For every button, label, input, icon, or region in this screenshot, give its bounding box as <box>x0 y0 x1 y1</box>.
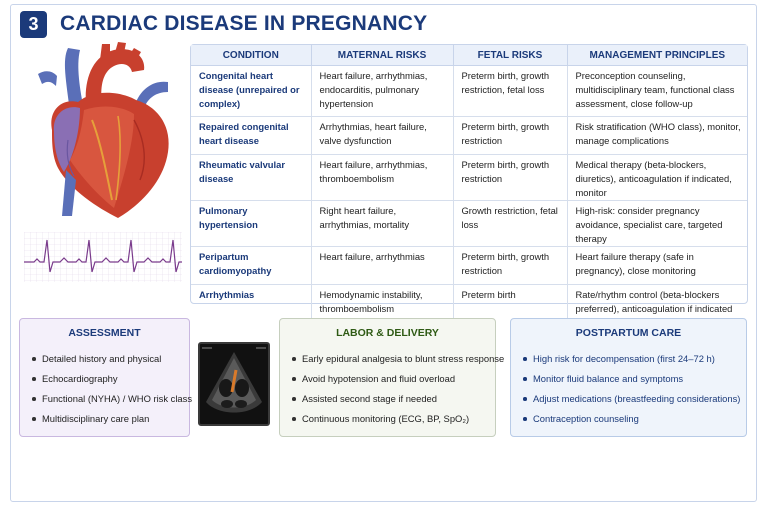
maternal-risks-cell: Heart failure, arrhythmias, thromboembolism <box>311 155 453 201</box>
assessment-title: ASSESSMENT <box>68 327 141 339</box>
management-cell: Medical therapy (beta-blockers, diuretics), anticoagulation if indicated, monitor <box>567 155 747 201</box>
table-row <box>191 117 747 155</box>
condition-cell: Arrhythmias <box>191 285 311 324</box>
header-fetal-risks: FETAL RISKS <box>453 45 567 66</box>
fetal-risks-cell: Preterm birth, growth restriction <box>453 247 567 285</box>
labor-delivery-panel <box>279 318 505 437</box>
management-cell: Heart failure therapy (safe in pregnancy), close monitoring <box>567 247 747 285</box>
section-number-badge: 3 <box>20 11 47 38</box>
header-condition: CONDITION <box>191 45 311 66</box>
list-item: Detailed history and physical <box>32 349 189 369</box>
list-item: Avoid hypotension and fluid overload <box>292 369 495 389</box>
condition-cell: Repaired congenital heart disease <box>191 117 311 155</box>
maternal-risks-cell: Heart failure, arrhythmias, endocarditis, pulmonary hypertension <box>311 66 453 117</box>
list-item: Assisted second stage if needed <box>292 389 495 409</box>
conditions-table <box>190 44 748 314</box>
header-maternal-risks: MATERNAL RISKS <box>311 45 453 66</box>
table-row <box>191 155 747 201</box>
heart-illustration <box>22 40 187 225</box>
maternal-risks-cell: Heart failure, arrhythmias <box>311 247 453 285</box>
list-item: Echocardiography <box>32 369 189 389</box>
list-item: Continuous monitoring (ECG, BP, SpO₂) <box>292 409 495 429</box>
management-cell: Risk stratification (WHO class), monitor, manage complications <box>567 117 747 155</box>
page-title: CARDIAC DISEASE IN PREGNANCY <box>60 12 428 35</box>
maternal-risks-cell: Arrhythmias, heart failure, valve dysfunction <box>311 117 453 155</box>
ecg-trace-icon <box>24 232 182 282</box>
echocardiogram-image <box>198 342 270 426</box>
management-cell: Preconception counseling, multidisciplinary team, functional class assessment, close follow-up <box>567 66 747 117</box>
management-cell: High-risk: consider pregnancy avoidance, specialist care, targeted therapy <box>567 201 747 247</box>
management-cell: Rate/rhythm control (beta-blockers preferred), anticoagulation if indicated <box>575 289 733 314</box>
condition-cell: Congenital heart disease (unrepaired or complex) <box>191 66 311 117</box>
fetal-risks-cell: Preterm birth <box>453 285 567 324</box>
fetal-risks-cell: Growth restriction, fetal loss <box>453 201 567 247</box>
fetal-risks-cell: Preterm birth, growth restriction <box>453 117 567 155</box>
maternal-risks-cell: Hemodynamic instability, thromboembolism <box>311 285 453 324</box>
table-row <box>191 201 747 247</box>
list-item: Monitor fluid balance and symptoms <box>523 369 746 389</box>
postpartum-panel <box>510 318 747 437</box>
maternal-risks-cell: Right heart failure, arrhythmias, mortality <box>311 201 453 247</box>
list-item: Early epidural analgesia to blunt stress response <box>292 349 495 369</box>
list-item: Contraception counseling <box>523 409 746 429</box>
assessment-panel <box>19 318 193 437</box>
list-item: Functional (NYHA) / WHO risk class <box>32 389 189 409</box>
condition-cell: Rheumatic valvular disease <box>191 155 311 201</box>
fetal-risks-cell: Preterm birth, growth restriction, fetal loss <box>453 66 567 117</box>
labor-delivery-title: LABOR & DELIVERY <box>336 327 439 339</box>
list-item: Multidisciplinary care plan <box>32 409 189 429</box>
condition-cell: Peripartum cardiomyopathy <box>191 247 311 285</box>
list-item: High risk for decompensation (first 24–72 h) <box>523 349 746 369</box>
fetal-risks-cell: Preterm birth, growth restriction <box>453 155 567 201</box>
table-row <box>191 66 747 117</box>
header-management-principles: MANAGEMENT PRINCIPLES <box>567 45 747 66</box>
list-item: Adjust medications (breastfeeding considerations) <box>523 389 746 409</box>
table-row <box>191 247 747 285</box>
condition-cell: Pulmonary hypertension <box>191 201 311 247</box>
postpartum-title: POSTPARTUM CARE <box>575 327 682 339</box>
table-header-row <box>191 45 747 66</box>
